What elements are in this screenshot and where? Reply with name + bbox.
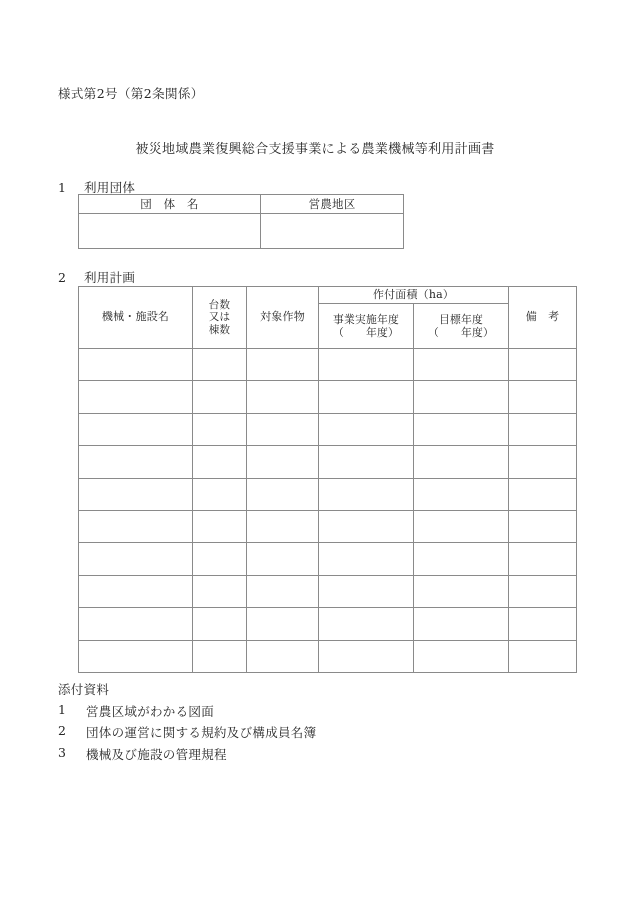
header-unit-count-line3: 棟数 (208, 323, 231, 336)
group-table (78, 194, 404, 249)
cell-area-target-year[interactable] (414, 510, 509, 542)
header-area-target-year-line2: （ 年度） (428, 326, 494, 339)
cell-remarks[interactable] (509, 446, 577, 478)
cell-remarks[interactable] (509, 543, 577, 575)
attachments-title: 添付資料 (58, 682, 110, 697)
attachment-item (58, 702, 316, 720)
cell-target-crop[interactable] (247, 478, 319, 510)
attachment-item-number: 3 (58, 744, 67, 760)
cell-area-target-year[interactable] (414, 478, 509, 510)
attachment-item-number: 1 (58, 701, 67, 717)
table-row (79, 510, 577, 542)
table-row (79, 640, 577, 672)
header-target-crop: 対象作物 (247, 287, 319, 349)
header-machine-name: 機械・施設名 (79, 287, 193, 349)
section-1-number: 1 (58, 180, 67, 195)
cell-target-crop[interactable] (247, 413, 319, 445)
cell-target-crop[interactable] (247, 446, 319, 478)
attachment-item-label: 営農区域がわかる図面 (86, 703, 215, 719)
header-area-current-year (319, 304, 414, 349)
header-unit-count-text (209, 299, 230, 336)
cell-target-crop[interactable] (247, 510, 319, 542)
cell-machine-name[interactable] (79, 413, 193, 445)
cell-area-current-year[interactable] (319, 349, 414, 381)
section-2-number: 2 (58, 270, 67, 285)
cell-area-target-year[interactable] (414, 446, 509, 478)
cell-group-name[interactable] (79, 214, 261, 249)
attachment-item (58, 745, 316, 763)
cell-unit-count[interactable] (193, 381, 247, 413)
header-unit-count (193, 287, 247, 349)
cell-area-current-year[interactable] (319, 478, 414, 510)
section-1-label: 利用団体 (84, 180, 136, 195)
cell-unit-count[interactable] (193, 413, 247, 445)
header-group-name: 団 体 名 (79, 195, 261, 214)
attachment-item-number: 2 (58, 723, 67, 738)
header-area-target-year-text (428, 313, 494, 339)
attachment-item (58, 723, 316, 741)
cell-machine-name[interactable] (79, 478, 193, 510)
cell-target-crop[interactable] (247, 575, 319, 607)
table-row (79, 478, 577, 510)
cell-area-target-year[interactable] (414, 608, 509, 640)
attachments-block (58, 680, 316, 763)
cell-target-crop[interactable] (247, 543, 319, 575)
section-2-label: 利用計画 (84, 270, 136, 285)
cell-unit-count[interactable] (193, 640, 247, 672)
cell-machine-name[interactable] (79, 349, 193, 381)
cell-area-target-year[interactable] (414, 349, 509, 381)
cell-remarks[interactable] (509, 640, 577, 672)
cell-machine-name[interactable] (79, 608, 193, 640)
cell-area-target-year[interactable] (414, 575, 509, 607)
cell-machine-name[interactable] (79, 640, 193, 672)
cell-unit-count[interactable] (193, 510, 247, 542)
header-area-target-year-line1: 目標年度 (439, 312, 483, 326)
section-2-heading (58, 268, 135, 286)
table-header-row (79, 195, 404, 214)
cell-remarks[interactable] (509, 575, 577, 607)
cell-farming-district[interactable] (261, 214, 404, 249)
table-row (79, 446, 577, 478)
header-farming-district: 営農地区 (261, 195, 404, 214)
table-row (79, 608, 577, 640)
header-area-current-year-line2: （ 年度） (333, 326, 399, 339)
cell-area-current-year[interactable] (319, 446, 414, 478)
table-row (79, 349, 577, 381)
cell-area-target-year[interactable] (414, 381, 509, 413)
attachment-item-label: 団体の運営に関する規約及び構成員名簿 (86, 725, 317, 740)
attachment-item-label: 機械及び施設の管理規程 (86, 746, 227, 762)
cell-target-crop[interactable] (247, 381, 319, 413)
header-area-target-year (414, 304, 509, 349)
cell-area-current-year[interactable] (319, 640, 414, 672)
header-unit-count-line1: 台数 (208, 298, 231, 311)
cell-unit-count[interactable] (193, 575, 247, 607)
cell-area-target-year[interactable] (414, 640, 509, 672)
attachments-list (58, 702, 316, 763)
plan-table (78, 286, 577, 673)
cell-area-target-year[interactable] (414, 413, 509, 445)
cell-remarks[interactable] (509, 381, 577, 413)
table-row (79, 413, 577, 445)
cell-remarks[interactable] (509, 478, 577, 510)
cell-remarks[interactable] (509, 608, 577, 640)
header-remarks: 備 考 (509, 287, 577, 349)
header-area-current-year-text (333, 313, 399, 339)
cell-target-crop[interactable] (247, 640, 319, 672)
cell-unit-count[interactable] (193, 478, 247, 510)
cell-unit-count[interactable] (193, 543, 247, 575)
cell-area-current-year[interactable] (319, 510, 414, 542)
cell-remarks[interactable] (509, 349, 577, 381)
plan-table-body (79, 349, 577, 673)
cell-target-crop[interactable] (247, 349, 319, 381)
table-row (79, 214, 404, 249)
form-number: 様式第2号（第2条関係） (58, 86, 204, 101)
cell-area-current-year[interactable] (319, 543, 414, 575)
cell-machine-name[interactable] (79, 575, 193, 607)
header-area-current-year-line1: 事業実施年度 (333, 312, 399, 326)
header-planted-area-group: 作付面積（ha） (319, 287, 509, 304)
document-title: 被災地域農業復興総合支援事業による農業機械等利用計画書 (135, 142, 495, 157)
cell-unit-count[interactable] (193, 349, 247, 381)
cell-remarks[interactable] (509, 510, 577, 542)
cell-machine-name[interactable] (79, 543, 193, 575)
table-row (79, 381, 577, 413)
cell-unit-count[interactable] (193, 446, 247, 478)
cell-machine-name[interactable] (79, 446, 193, 478)
table-header-row-top (79, 287, 577, 304)
table-row (79, 575, 577, 607)
cell-area-current-year[interactable] (319, 413, 414, 445)
cell-machine-name[interactable] (79, 381, 193, 413)
cell-machine-name[interactable] (79, 510, 193, 542)
cell-unit-count[interactable] (193, 608, 247, 640)
table-row (79, 543, 577, 575)
cell-area-current-year[interactable] (319, 381, 414, 413)
cell-area-current-year[interactable] (319, 575, 414, 607)
cell-area-current-year[interactable] (319, 608, 414, 640)
cell-remarks[interactable] (509, 413, 577, 445)
cell-target-crop[interactable] (247, 608, 319, 640)
header-unit-count-line2: 又は (208, 311, 231, 324)
cell-area-target-year[interactable] (414, 543, 509, 575)
